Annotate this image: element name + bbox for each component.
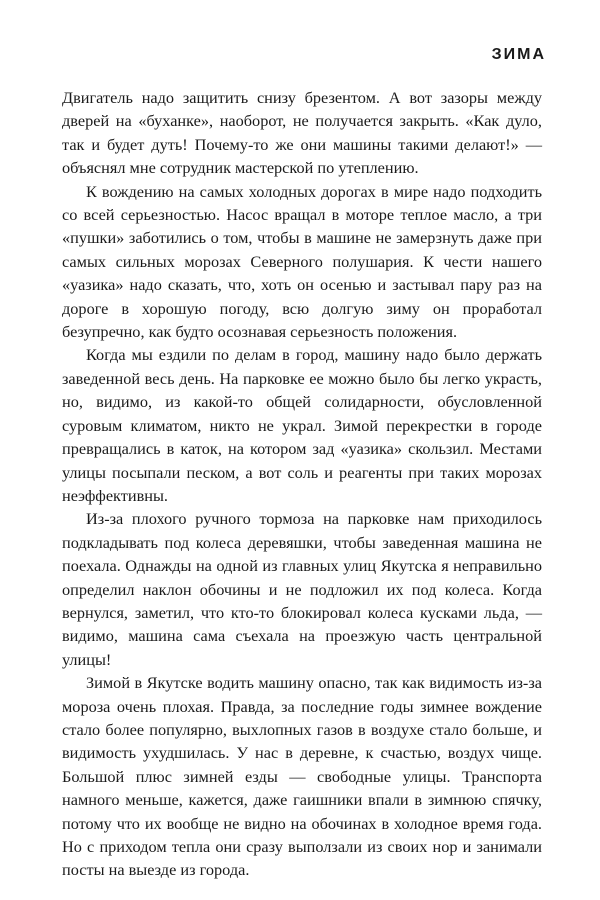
running-header: ЗИМА: [491, 46, 546, 63]
paragraph: Двигатель надо защитить снизу брезентом. А вот зазоры между дверей на «буханке», наоборот, не получается закрыть. «Как дуло, так и будет дуть! Почему-то же они машины такими делают!» — объяснял мне сотрудник мастерской по утеплению.: [62, 88, 542, 178]
body-text: [62, 86, 542, 882]
paragraph: Когда мы ездили по делам в город, машину надо было держать заведенной весь день. На парковке ее можно было бы легко украсть, но, видимо, из какой-то общей солидарности, обусловленной суровым климатом, никто не украл. Зимой перекрестки в городе превращались в каток, на котором зад «уазика» скользил. Местами улицы посыпали песком, а вот соль и реагенты при таких морозах неэффективны.: [62, 345, 542, 505]
paragraph: К вождению на самых холодных дорогах в мире надо подходить со всей серьезностью. Насос вращал в моторе теплое масло, а три «пушки» заботились о том, чтобы в машине не замерзнуть даже при самых сильных морозах Северного полушария. К чести нашего «уазика» надо сказать, что, хоть он осенью и застывал пару раз на дороге в хорошую погоду, всю долгую зиму он проработал безупречно, как будто осознавая серьезность положения.: [62, 181, 542, 342]
paragraph: Зимой в Якутске водить машину опасно, так как видимость из-за мороза очень плохая. Правда, за последние годы зимнее вождение стало более популярно, выхлопных газов в воздухе стало больше, и видимость ухудшилась. У нас в деревне, к счастью, воздух чище. Большой плюс зимней езды — свободные улицы. Транспорта намного меньше, кажется, даже гаишники впали в зимнюю спячку, потому что их вообще не видно на обочинах в холодное время года. Но с приходом тепла они сразу выползали из своих нор и занимали посты на выезде из города.: [62, 673, 542, 880]
paragraph: Из-за плохого ручного тормоза на парковке нам приходилось подкладывать под колеса деревяшки, чтобы заведенная машина не поехала. Однажды на одной из главных улиц Якутска я неправильно определил наклон обочины и не подложил их под колеса. Когда вернулся, заметил, что кто-то блокировал колеса кусками льда, — видимо, машина сама съехала на проезжую часть центральной улицы!: [62, 509, 542, 669]
